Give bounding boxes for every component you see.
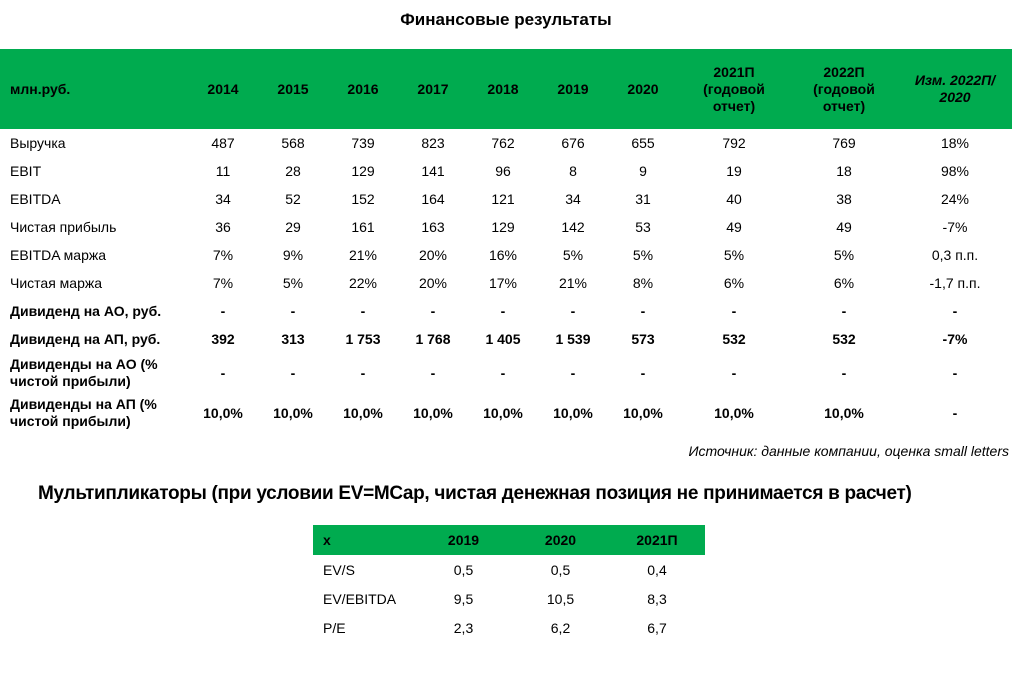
table-cell: - (731, 364, 737, 381)
table-cell: - (360, 302, 366, 319)
table-cell: 0,5 (550, 561, 571, 578)
multipliers-header-row (313, 525, 705, 555)
table-cell: 1 768 (415, 330, 451, 347)
table-cell: 769 (832, 134, 856, 151)
table-cell: 10,0% (714, 404, 754, 421)
table-cell: - (841, 364, 847, 381)
table-cell: 676 (561, 134, 585, 151)
table-cell: 96 (495, 162, 511, 179)
table-cell: 7% (212, 274, 234, 291)
table-cell: - (640, 364, 646, 381)
table-row (0, 325, 1012, 353)
table-cell: 823 (421, 134, 445, 151)
table-cell: 129 (351, 162, 375, 179)
table-cell: 8% (632, 274, 654, 291)
table-row (0, 213, 1012, 241)
financial-table-header-row (0, 49, 1012, 129)
table-cell: -7% (942, 330, 968, 347)
row-label: EBIT (10, 162, 42, 179)
table-cell: 18 (836, 162, 852, 179)
table-cell: 10,0% (413, 404, 453, 421)
table-cell: 10,0% (343, 404, 383, 421)
table-cell: 121 (491, 190, 515, 207)
table-cell: - (430, 364, 436, 381)
column-header: 2014 (188, 49, 258, 129)
table-cell: 0,5 (453, 561, 474, 578)
table-cell: 5% (282, 274, 304, 291)
table-cell: 29 (285, 218, 301, 235)
table-row (0, 129, 1012, 157)
table-cell: -7% (942, 218, 968, 235)
table-cell: -1,7 п.п. (929, 274, 981, 291)
table-cell: 9,5 (453, 590, 474, 607)
table-cell: 5% (833, 246, 855, 263)
table-cell: 163 (421, 218, 445, 235)
table-cell: 7% (212, 246, 234, 263)
financial-table-body (0, 129, 1012, 433)
table-cell: 19 (726, 162, 742, 179)
row-label: Дивиденд на АО, руб. (10, 302, 162, 319)
row-label: Чистая прибыль (10, 218, 117, 235)
table-cell: - (841, 302, 847, 319)
row-label: EV/EBITDA (323, 590, 397, 607)
table-cell: 10,0% (273, 404, 313, 421)
table-cell: 9 (639, 162, 647, 179)
table-cell: 18% (940, 134, 970, 151)
table-cell: 6,2 (550, 619, 571, 636)
table-cell: - (640, 302, 646, 319)
table-cell: 141 (421, 162, 445, 179)
column-header: 2019 (415, 525, 512, 555)
row-label: Дивиденды на АО (% чистой прибыли) (10, 356, 158, 389)
table-cell: 392 (211, 330, 235, 347)
table-row (313, 613, 705, 642)
table-cell: 6% (723, 274, 745, 291)
table-cell: 573 (631, 330, 655, 347)
table-cell: 487 (211, 134, 235, 151)
row-label: Выручка (10, 134, 66, 151)
table-cell: - (220, 364, 226, 381)
row-label: Дивиденд на АП, руб. (10, 330, 161, 347)
table-cell: 98% (940, 162, 970, 179)
financial-results-table (0, 49, 1012, 433)
column-header: 2016 (328, 49, 398, 129)
table-cell: 568 (281, 134, 305, 151)
table-cell: - (430, 302, 436, 319)
table-cell: 21% (348, 246, 378, 263)
table-cell: 31 (635, 190, 651, 207)
table-cell: 10,0% (203, 404, 243, 421)
table-cell: 5% (723, 246, 745, 263)
table-cell: - (360, 364, 366, 381)
column-header: 2018 (468, 49, 538, 129)
table-cell: 20% (418, 246, 448, 263)
table-cell: 792 (722, 134, 746, 151)
table-cell: 24% (940, 190, 970, 207)
table-cell: 36 (215, 218, 231, 235)
row-label: EV/S (323, 561, 355, 578)
table-cell: 38 (836, 190, 852, 207)
table-cell: 5% (632, 246, 654, 263)
table-row (0, 353, 1012, 393)
page-title: Финансовые результаты (400, 10, 612, 29)
table-cell: 164 (421, 190, 445, 207)
table-cell: 142 (561, 218, 585, 235)
table-cell: 313 (281, 330, 305, 347)
table-cell: 0,4 (647, 561, 667, 578)
column-header: 2020 (608, 49, 678, 129)
row-label: Чистая маржа (10, 274, 103, 291)
table-cell: - (952, 404, 958, 421)
source-note: Источник: данные компании, оценка small letters (688, 443, 1009, 459)
table-cell: 1 539 (555, 330, 591, 347)
table-cell: - (500, 302, 506, 319)
table-cell: 129 (491, 218, 515, 235)
column-header: 2020 (512, 525, 609, 555)
table-cell: 34 (215, 190, 231, 207)
table-cell: 1 753 (345, 330, 381, 347)
table-row (0, 269, 1012, 297)
table-row (0, 157, 1012, 185)
table-cell: 28 (285, 162, 301, 179)
table-row (313, 555, 705, 584)
table-row (0, 393, 1012, 433)
table-cell: 6,7 (647, 619, 667, 636)
table-cell: 11 (215, 162, 231, 179)
table-cell: 8,3 (647, 590, 667, 607)
table-cell: 1 405 (485, 330, 521, 347)
table-cell: 10,5 (546, 590, 575, 607)
table-cell: 5% (562, 246, 584, 263)
column-header: x (313, 525, 415, 555)
table-cell: 49 (726, 218, 742, 235)
table-cell: 655 (631, 134, 655, 151)
table-cell: 6% (833, 274, 855, 291)
table-cell: 53 (635, 218, 651, 235)
table-cell: - (570, 364, 576, 381)
table-cell: - (952, 302, 958, 319)
table-cell: 8 (569, 162, 577, 179)
table-cell: 10,0% (824, 404, 864, 421)
row-label: EBITDA маржа (10, 246, 107, 263)
table-cell: 34 (565, 190, 581, 207)
table-cell: 16% (488, 246, 518, 263)
table-row (313, 584, 705, 613)
table-cell: - (220, 302, 226, 319)
column-header: 2017 (398, 49, 468, 129)
row-label: P/E (323, 619, 346, 636)
table-cell: 152 (351, 190, 375, 207)
column-header: 2022П (годовой отчет) (790, 49, 898, 129)
table-cell: 532 (832, 330, 856, 347)
table-cell: - (290, 364, 296, 381)
table-cell: 161 (351, 218, 375, 235)
table-cell: 10,0% (553, 404, 593, 421)
table-cell: 22% (348, 274, 378, 291)
multipliers-table (313, 525, 705, 642)
column-header: 2021П (годовой отчет) (678, 49, 790, 129)
multipliers-table-body (313, 555, 705, 642)
row-label: EBITDA (10, 190, 61, 207)
table-cell: 52 (285, 190, 301, 207)
table-cell: 21% (558, 274, 588, 291)
table-cell: 762 (491, 134, 515, 151)
multipliers-heading: Мультипликаторы (при условии EV=MCap, чистая денежная позиция не принимается в расчет) (38, 483, 912, 504)
table-cell: 10,0% (483, 404, 523, 421)
table-row (0, 241, 1012, 269)
column-header: 2019 (538, 49, 608, 129)
table-row (0, 185, 1012, 213)
table-cell: - (570, 302, 576, 319)
column-header: 2015 (258, 49, 328, 129)
table-cell: - (731, 302, 737, 319)
table-cell: - (290, 302, 296, 319)
table-cell: 532 (722, 330, 746, 347)
table-row (0, 297, 1012, 325)
table-cell: 2,3 (453, 619, 474, 636)
table-cell: 40 (726, 190, 742, 207)
table-cell: - (500, 364, 506, 381)
table-cell: 739 (351, 134, 375, 151)
unit-column-header: млн.руб. (0, 49, 188, 129)
table-cell: 17% (488, 274, 518, 291)
row-label: Дивиденды на АП (% чистой прибыли) (10, 396, 157, 429)
table-cell: - (952, 364, 958, 381)
column-header: Изм. 2022П/ 2020 (898, 49, 1012, 129)
column-header: 2021П (609, 525, 705, 555)
table-cell: 10,0% (623, 404, 663, 421)
table-cell: 49 (836, 218, 852, 235)
table-cell: 9% (282, 246, 304, 263)
table-cell: 0,3 п.п. (931, 246, 979, 263)
table-cell: 20% (418, 274, 448, 291)
